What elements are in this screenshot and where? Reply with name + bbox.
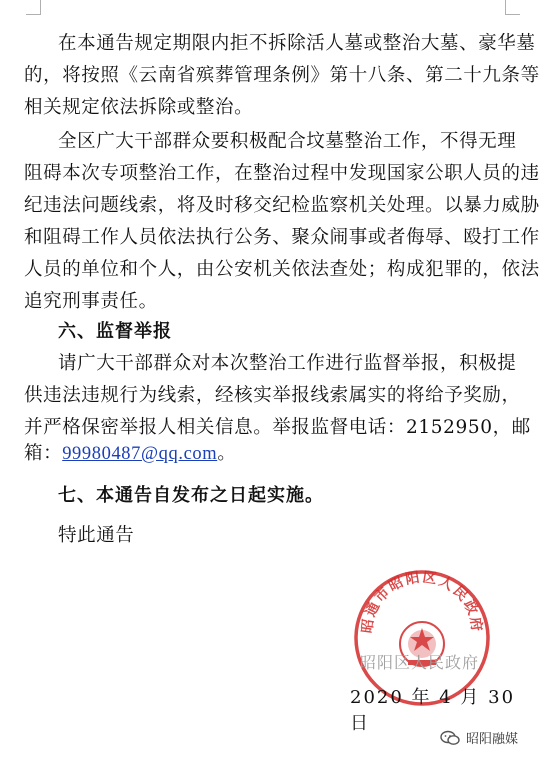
watermark <box>440 728 518 747</box>
paragraph-line: 纪违法问题线索，将及时移交纪检监察机关处理。以暴力威胁 <box>24 195 540 216</box>
email-label: 箱： <box>24 443 63 464</box>
paragraph-line: 请广大干部群众对本次整治工作进行监督举报，积极提 <box>58 353 517 374</box>
paragraph-line: 供违法违规行为线索，经核实举报线索属实的将给予奖励， <box>24 385 521 406</box>
email-line <box>24 440 486 468</box>
paragraph-line: 的，将按照《云南省殡葬管理条例》第十八条、第二十九条等 <box>24 65 540 86</box>
closing-text: 特此通告 <box>58 525 135 546</box>
paragraph-line: 追究刑事责任。 <box>24 291 158 312</box>
email-suffix: 。 <box>217 443 237 464</box>
section-heading: 六、监督举报 <box>58 321 172 342</box>
crop-mark-top-left <box>26 0 41 15</box>
paragraph-line: 并严格保密举报人相关信息。举报监督电话：2152950，邮 <box>24 417 531 438</box>
paragraph-line: 人员的单位和个人，由公安机关依法查处；构成犯罪的，依法 <box>24 259 540 280</box>
section-heading: 七、本通告自发布之日起实施。 <box>58 485 324 506</box>
svg-text:昭通市昭阳区人民政府: 昭通市昭阳区人民政府 <box>359 569 485 635</box>
paragraph-line: 阻碍本次专项整治工作，在整治过程中发现国家公职人员的违 <box>24 163 540 184</box>
watermark-label: 昭阳融媒 <box>465 732 518 747</box>
issue-date: 2020 年 4 月 30 日 <box>350 687 516 734</box>
wechat-icon <box>440 730 460 746</box>
email-link[interactable]: 99980487@qq.com <box>62 444 218 464</box>
paragraph-line: 在本通告规定期限内拒不拆除活人墓或整治大墓、豪华墓 <box>58 33 536 54</box>
paragraph-line: 和阻碍工作人员依法执行公务、聚众闹事或者侮辱、殴打工作 <box>24 227 540 248</box>
paragraph-line: 相关规定依法拆除或整治。 <box>24 97 254 118</box>
crop-mark-top-right <box>505 0 520 15</box>
issuer-name: 昭阳区人民政府 <box>360 653 480 672</box>
paragraph-line: 全区广大干部群众要积极配合坟墓整治工作，不得无理 <box>58 131 517 152</box>
